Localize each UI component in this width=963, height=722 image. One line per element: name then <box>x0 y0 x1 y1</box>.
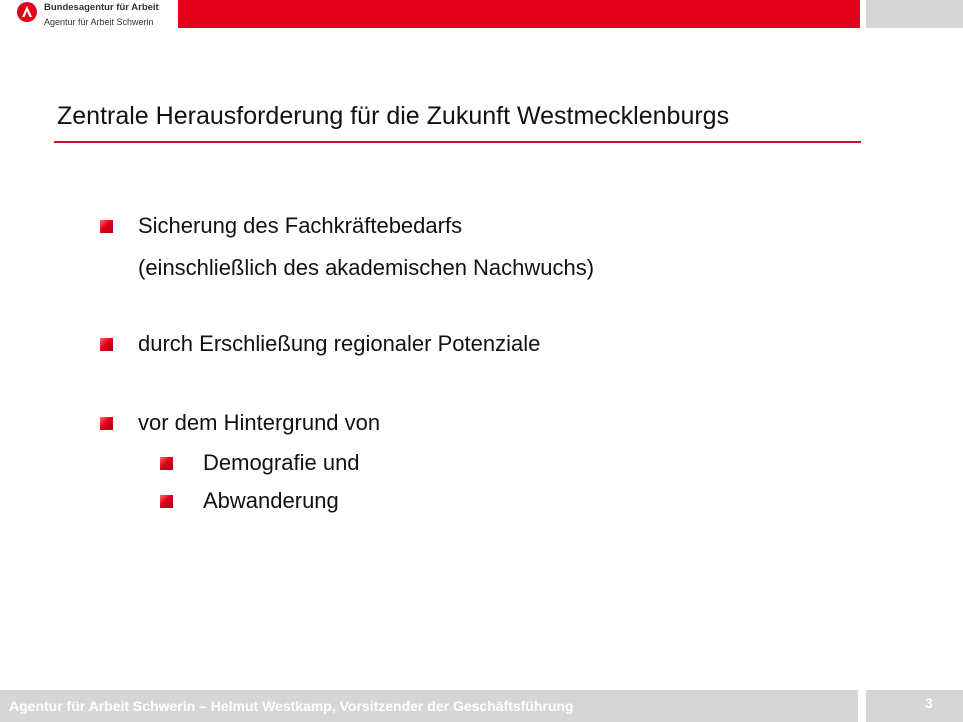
sub-bullet-icon <box>160 495 173 508</box>
logo-name: Bundesagentur für Arbeit <box>44 2 159 13</box>
sub-bullet-text: Abwanderung <box>203 488 339 513</box>
footer-text: Agentur für Arbeit Schwerin – Helmut Westkamp, Vorsitzender der Geschäftsführung <box>9 698 574 714</box>
bullet-text: durch Erschließung regionaler Potenziale <box>138 331 541 356</box>
bullet-icon <box>100 338 113 351</box>
header-red-bar <box>178 0 860 28</box>
bullet-icon <box>100 220 113 233</box>
logo <box>17 0 177 36</box>
logo-subtitle: Agentur für Arbeit Schwerin <box>44 17 154 27</box>
bullet-icon <box>100 417 113 430</box>
bullet-text: vor dem Hintergrund von <box>138 410 381 435</box>
page-number: 3 <box>925 695 933 711</box>
bullet-text: Sicherung des Fachkräftebedarfs <box>138 213 463 238</box>
ba-logo-icon <box>17 2 37 22</box>
sub-bullet-icon <box>160 457 173 470</box>
page-number-box <box>866 690 963 722</box>
sub-bullet-text: Demografie und <box>203 450 360 475</box>
title-underline <box>54 141 861 143</box>
header-grey-box <box>866 0 963 28</box>
slide-title: Zentrale Herausforderung für die Zukunft Westmecklenburgs <box>57 102 730 130</box>
bullet-text-continuation: (einschließlich des akademischen Nachwuchs) <box>138 255 595 280</box>
